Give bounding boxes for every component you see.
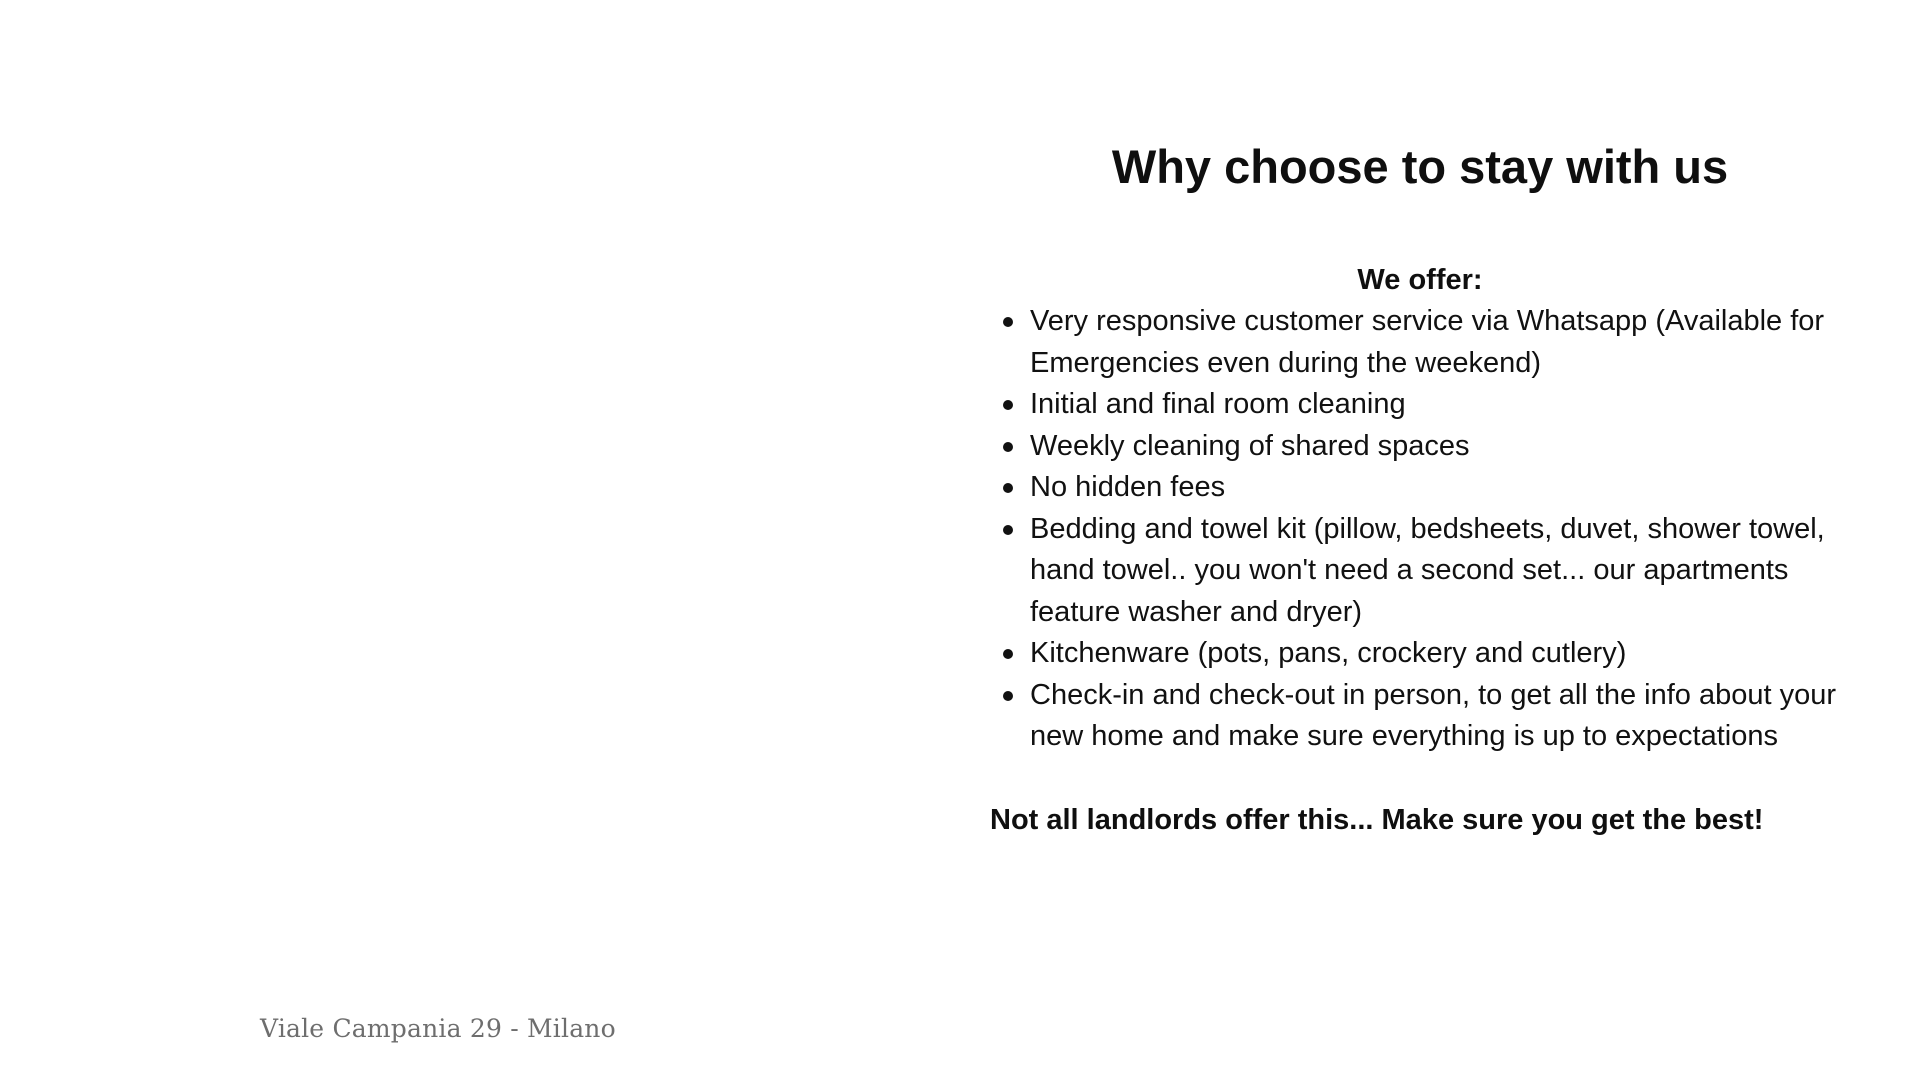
bullet-icon — [1003, 691, 1013, 701]
offer-text: Check-in and check-out in person, to get all the info about your new home and make sure everything is up to expectations — [1030, 678, 1837, 752]
list-item — [990, 426, 1850, 468]
content-panel — [990, 130, 1850, 841]
offer-list — [990, 301, 1850, 758]
list-item — [990, 384, 1850, 426]
bullet-icon — [1003, 525, 1013, 535]
bullet-icon — [1003, 317, 1013, 327]
offer-text: Kitchenware (pots, pans, crockery and cutlery) — [1030, 637, 1627, 669]
offer-text: Very responsive customer service via Whatsapp (Available for Emergencies even during the weekend) — [1030, 305, 1825, 379]
offer-heading: We offer: — [1357, 264, 1483, 296]
offer-text: Bedding and towel kit (pillow, bedsheets, duvet, shower towel, hand towel.. you won't need a second set... our apartments feature washer and dryer) — [1030, 512, 1825, 628]
list-item — [990, 301, 1850, 384]
bullet-icon — [1003, 483, 1013, 493]
list-item — [990, 467, 1850, 509]
offer-text: No hidden fees — [1030, 471, 1226, 503]
list-item — [990, 509, 1850, 634]
list-item — [990, 633, 1850, 675]
offer-text: Initial and final room cleaning — [1030, 388, 1406, 420]
offer-text: Weekly cleaning of shared spaces — [1030, 429, 1470, 462]
bullet-icon — [1003, 649, 1013, 659]
address-footer: Viale Campania 29 - Milano — [260, 1014, 616, 1043]
bullet-icon — [1003, 442, 1013, 452]
closing-statement: Not all landlords offer this... Make sure you get the best! — [990, 803, 1764, 836]
bullet-icon — [1003, 400, 1013, 410]
page-title: Why choose to stay with us — [1111, 140, 1729, 193]
list-item — [990, 675, 1850, 758]
